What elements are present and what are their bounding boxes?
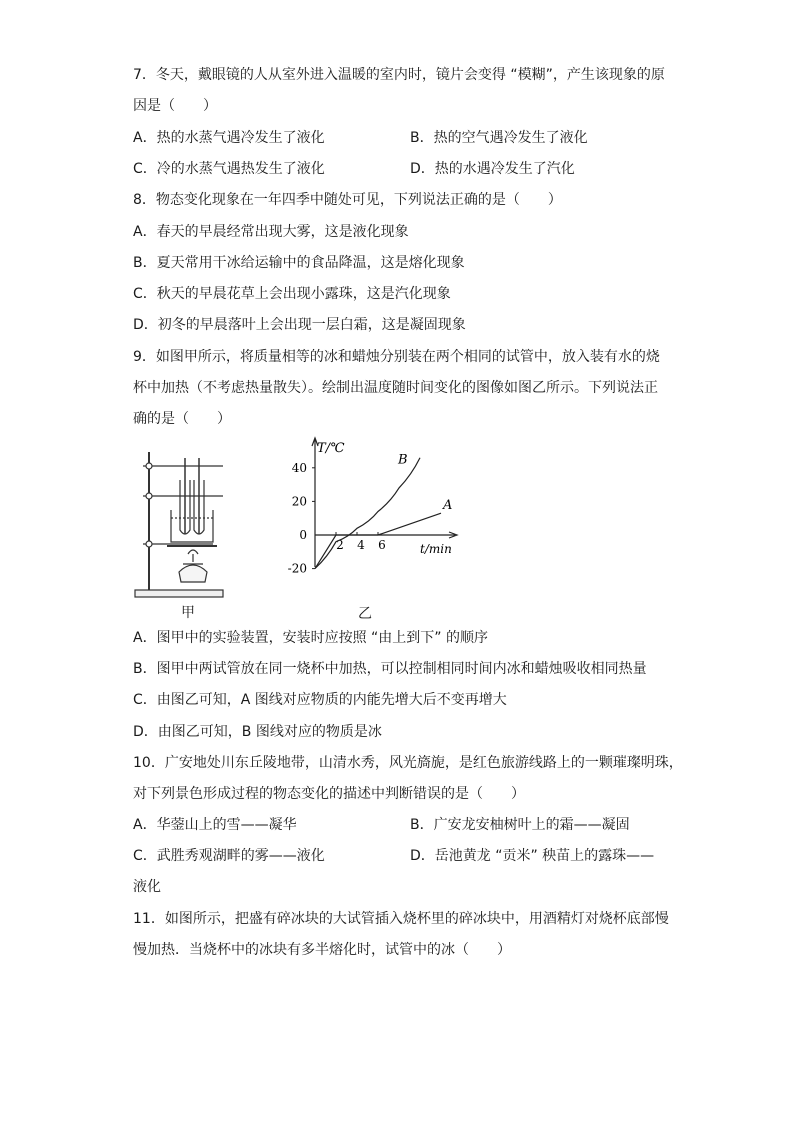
q7-option-d: D．热的水遇冷发生了汽化: [410, 161, 575, 177]
figure-label-jia: 甲: [181, 605, 195, 621]
q10-option-b: B．广安龙安柚树叶上的霜——凝固: [410, 817, 630, 833]
q8-option-a: A．春天的早晨经常出现大雾，这是液化现象: [133, 224, 409, 240]
q8-option-b: B．夏天常用干冰给运输中的食品降温，这是熔化现象: [133, 255, 465, 271]
q9-stem-line3: 确的是（ ）: [133, 411, 231, 427]
q10-option-c: C．武胜秀观湖畔的雾——液化: [133, 848, 325, 864]
y-tick-label: 20: [291, 494, 307, 509]
x-tick-label: 2: [336, 538, 344, 552]
series-line-b: [315, 458, 420, 569]
y-tick-label: 40: [291, 460, 307, 475]
q7-option-c: C．冷的水蒸气遇热发生了液化: [133, 161, 325, 177]
x-axis-label: t/min: [420, 542, 452, 556]
q11-stem-line2: 慢加热．当烧杯中的冰块有多半熔化时，试管中的冰（ ）: [133, 942, 511, 958]
temperature-time-chart: [280, 432, 470, 607]
q11-stem-line1: 11．如图所示，把盛有碎冰块的大试管插入烧杯里的碎冰块中，用酒精灯对烧杯底部慢: [133, 911, 669, 927]
q7-option-a: A．热的水蒸气遇冷发生了液化: [133, 130, 325, 146]
stand-base: [135, 590, 223, 597]
q7-stem-line1: 7．冬天，戴眼镜的人从室外进入温暖的室内时，镜片会变得 “模糊”，产生该现象的原: [133, 67, 665, 83]
alcohol-lamp: [179, 565, 207, 582]
q10-stem-line2: 对下列景色形成过程的物态变化的描述中判断错误的是（ ）: [133, 786, 525, 802]
y-tick-label: -20: [287, 561, 307, 576]
q10-option-d-continued: 液化: [133, 879, 161, 895]
figure-label-yi: 乙: [358, 606, 372, 622]
q9-stem-line1: 9．如图甲所示，将质量相等的冰和蜡烛分别装在两个相同的试管中，放入装有水的烧: [133, 349, 660, 365]
x-tick-label: 6: [378, 538, 386, 552]
series-label-b: B: [398, 452, 408, 468]
q7-stem-line2: 因是（ ）: [133, 98, 217, 114]
apparatus-figure: [133, 450, 233, 605]
q7-option-b: B．热的空气遇冷发生了液化: [410, 130, 588, 146]
beaker: [171, 510, 213, 542]
q8-option-c: C．秋天的早晨花草上会出现小露珠，这是汽化现象: [133, 286, 451, 302]
q9-option-a: A．图甲中的实验装置，安装时应按照 “由上到下” 的顺序: [133, 630, 488, 646]
y-tick-label: 0: [299, 528, 307, 542]
q10-option-a: A．华蓥山上的雪——凝华: [133, 817, 297, 833]
q8-option-d: D．初冬的早晨落叶上会出现一层白霜，这是凝固现象: [133, 317, 466, 333]
q9-option-c: C．由图乙可知，A 图线对应物质的内能先增大后不变再增大: [133, 692, 507, 708]
q9-option-b: B．图甲中两试管放在同一烧杯中加热，可以控制相同时间内冰和蜡烛吸收相同热量: [133, 661, 647, 677]
q10-stem-line1: 10．广安地处川东丘陵地带，山清水秀，风光旖旎，是红色旅游线路上的一颗璀璨明珠，: [133, 755, 683, 771]
q9-stem-line2: 杯中加热（不考虑热量散失）。绘制出温度随时间变化的图像如图乙所示。下列说法正: [133, 380, 658, 396]
q8-stem: 8．物态变化现象在一年四季中随处可见，下列说法正确的是（ ）: [133, 192, 562, 208]
series-label-a: A: [443, 498, 453, 514]
q10-option-d: D．岳池黄龙 “贡米” 秧苗上的露珠——: [410, 848, 655, 864]
q9-option-d: D．由图乙可知，B 图线对应的物质是冰: [133, 724, 382, 740]
y-axis-label: T/℃: [317, 441, 345, 456]
x-tick-label: 4: [357, 538, 365, 552]
